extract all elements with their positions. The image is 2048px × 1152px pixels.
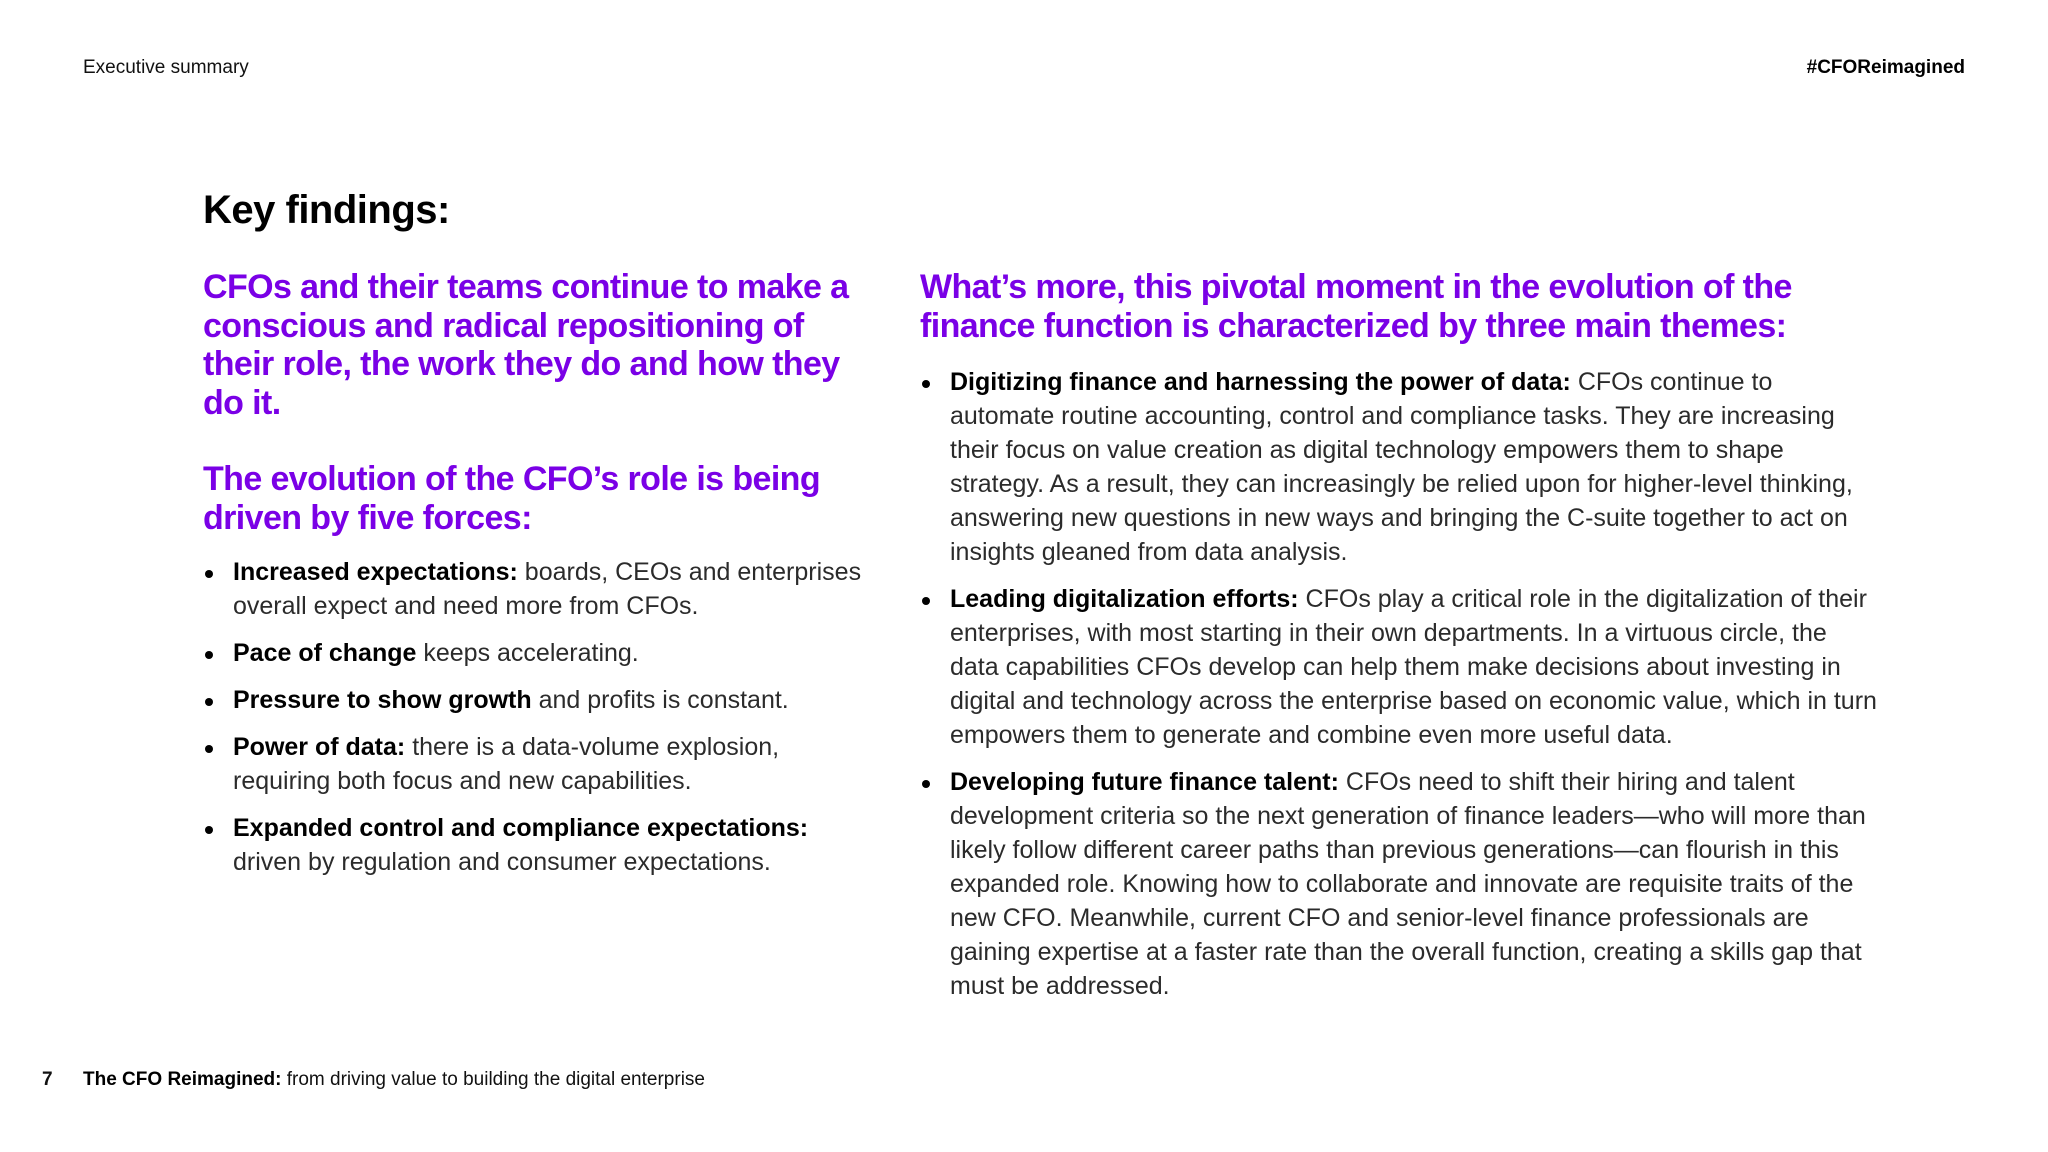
item-bold: Expanded control and compliance expectations: [233, 814, 809, 842]
list-item [203, 555, 863, 623]
item-text: there is a data-volume explosion, requiring both focus and new capabilities. [233, 733, 780, 795]
right-column [920, 268, 1880, 1016]
list-item [203, 811, 863, 879]
item-text: CFOs play a critical role in the digitalization of their enterprises, with most starting in their own departments. In a virtuous circle, the data capabilities CFOs develop can help them make decisions about investing in digital and technology across the enterprise based on economic value, which in turn empowers them to generate and combine even more useful data. [950, 585, 1877, 749]
forces-list [203, 555, 863, 879]
list-item [920, 765, 1880, 1003]
page-title: Key findings: [203, 188, 450, 232]
item-bold: Leading digitalization efforts: [950, 585, 1299, 613]
themes-heading: What’s more, this pivotal moment in the evolution of the finance function is characterized by three main themes: [920, 268, 1792, 345]
item-bold: Digitizing finance and harnessing the power of data: [950, 368, 1571, 396]
list-item [203, 730, 863, 798]
item-text: CFOs continue to automate routine accounting, control and compliance tasks. They are increasing their focus on value creation as digital technology empowers them to shape strategy. As a result, they can increasingly be relied upon for higher-level thinking, answering new questions in new ways and bringing the C-suite together to act on insights gleaned from data analysis. [950, 368, 1853, 566]
item-bold: Developing future finance talent: [950, 768, 1339, 796]
page-number: 7 [42, 1069, 53, 1090]
item-bold: Power of data: [233, 733, 406, 761]
report-subtitle: from driving value to building the digital enterprise [281, 1069, 705, 1090]
forces-heading: The evolution of the CFO’s role is being driven by five forces: [203, 460, 821, 537]
item-bold: Pressure to show growth [233, 686, 532, 714]
intro-heading: CFOs and their teams continue to make a conscious and radical repositioning of their role, the work they do and how they do it. [203, 268, 849, 422]
item-text: keeps accelerating. [416, 639, 639, 667]
item-text: CFOs need to shift their hiring and talent development criteria so the next generation of finance leaders—who will more than likely follow different career paths than previous generations—can flourish in this expanded role. Knowing how to collaborate and innovate are requisite traits of the new CFO. Meanwhile, current CFO and senior-level finance professionals are gaining expertise at a faster rate than the overall function, creating a skills gap that must be addressed. [950, 768, 1866, 1000]
list-item [203, 636, 863, 670]
list-item [920, 582, 1880, 752]
footer [42, 1069, 705, 1091]
list-item [920, 365, 1880, 569]
item-text: boards, CEOs and enterprises overall expect and need more from CFOs. [233, 558, 862, 620]
report-title: The CFO Reimagined: [83, 1069, 282, 1090]
section-label: Executive summary [83, 57, 249, 78]
item-text: and profits is constant. [531, 686, 789, 714]
hashtag-label: #CFOReimagined [1806, 57, 1965, 78]
item-bold: Pace of change [233, 639, 417, 667]
list-item [203, 683, 863, 717]
item-bold: Increased expectations: [233, 558, 518, 586]
themes-list [920, 365, 1880, 1003]
left-column [203, 268, 863, 892]
item-text: driven by regulation and consumer expectations. [233, 848, 771, 876]
